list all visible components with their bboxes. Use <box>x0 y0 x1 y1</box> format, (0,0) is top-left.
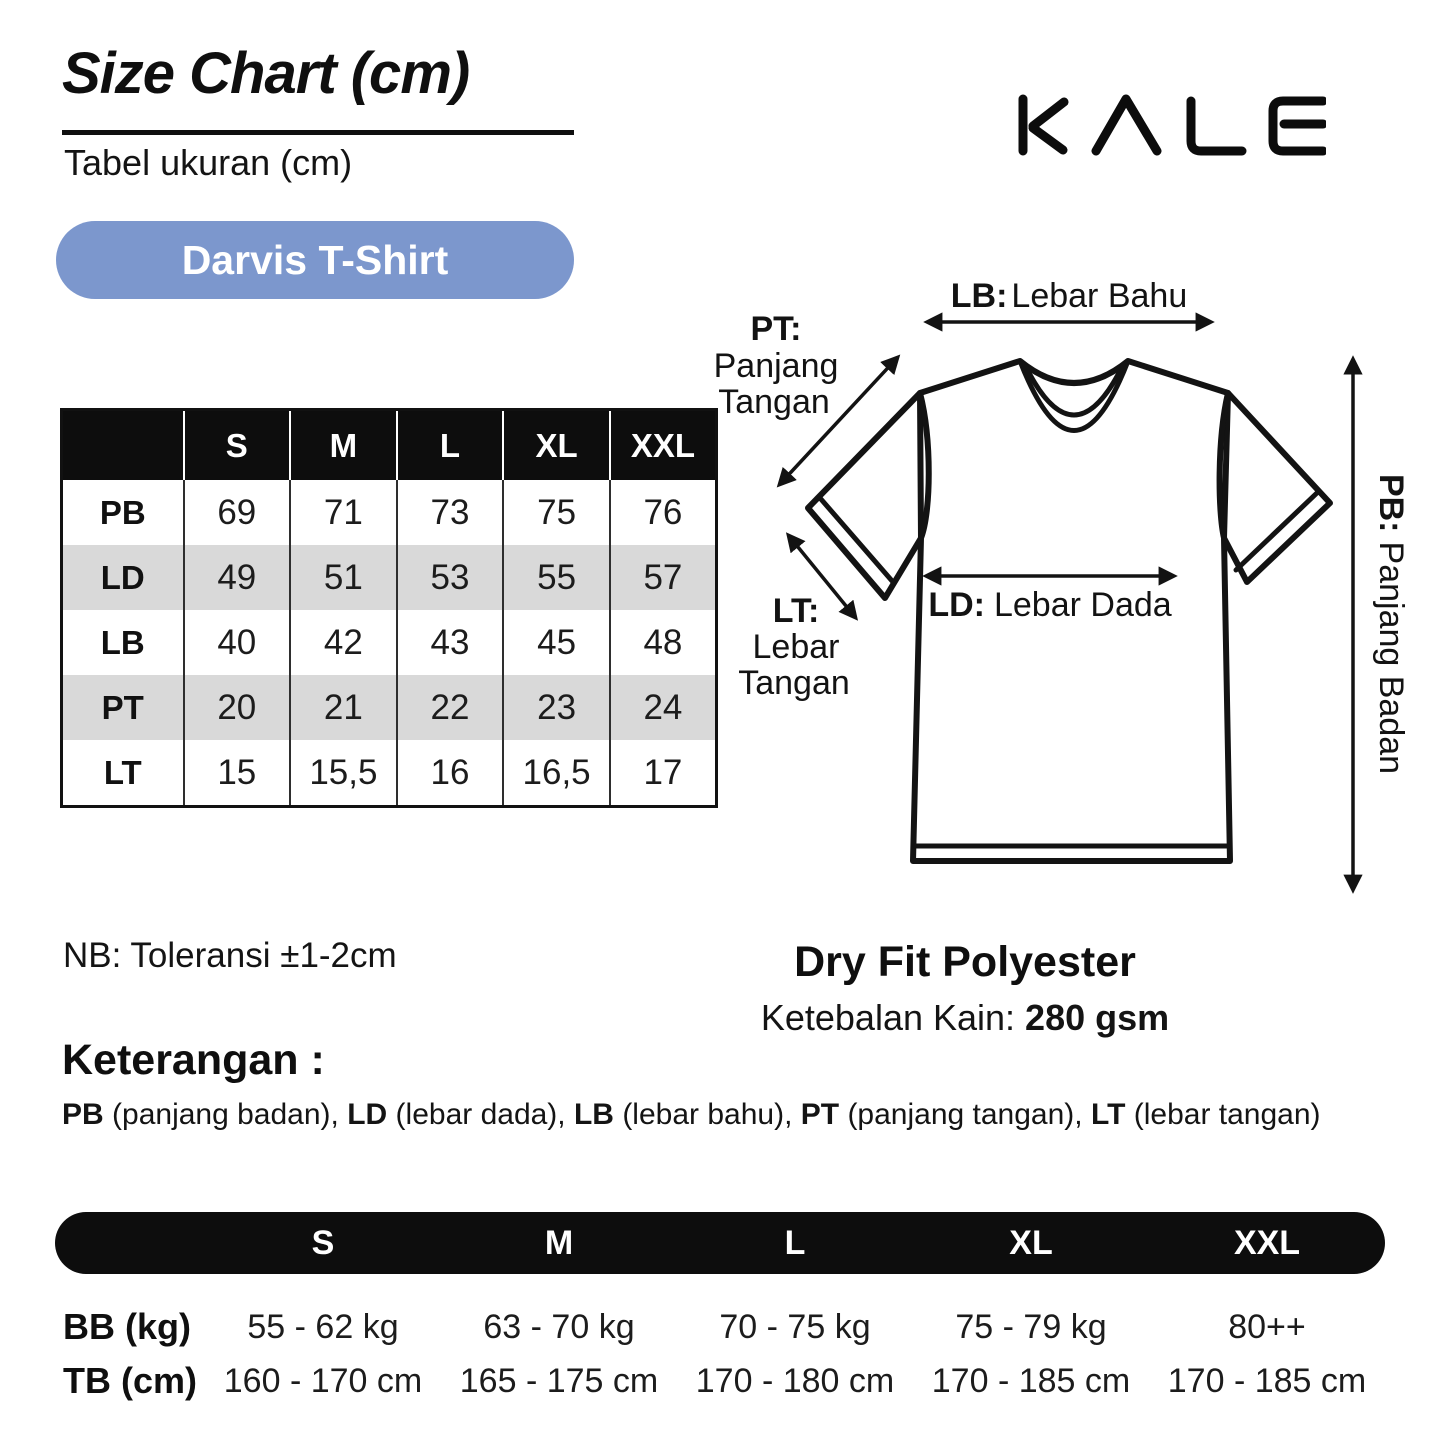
pb-label: PB:Panjang Badan <box>1372 473 1410 775</box>
page-subtitle: Tabel ukuran (cm) <box>64 142 353 183</box>
height-cell: 170 - 185 cm <box>1167 1361 1367 1400</box>
col-header: XL <box>1009 1223 1053 1262</box>
col-header: XXL <box>610 410 717 481</box>
size-cell: 71 <box>290 480 397 545</box>
size-cell: 55 <box>503 545 610 610</box>
tshirt-left-sleeve <box>808 393 921 598</box>
size-cell: 53 <box>397 545 504 610</box>
measurement-table-header-row <box>62 410 717 481</box>
pt-label-line2: Tangan <box>718 383 830 421</box>
size-cell: 73 <box>397 480 504 545</box>
fabric-thickness <box>665 997 1265 1039</box>
size-cell: 76 <box>610 480 717 545</box>
col-header: S <box>311 1223 335 1262</box>
col-header: S <box>184 410 291 481</box>
table-row <box>62 675 717 740</box>
logo-letter-e <box>1273 101 1323 151</box>
size-cell: 24 <box>610 675 717 740</box>
size-cell: 23 <box>503 675 610 740</box>
size-cell: 20 <box>184 675 291 740</box>
row-label: LB <box>100 623 145 661</box>
lt-label-line1: Lebar <box>752 628 840 666</box>
size-cell: 17 <box>610 740 717 807</box>
product-badge-label: Darvis T-Shirt <box>181 236 449 283</box>
pt-label-line1: Panjang <box>713 347 839 385</box>
lt-label-line2: Tangan <box>738 664 850 702</box>
fabric-thickness-value: 280 gsm <box>1025 997 1170 1038</box>
row-label: BB (kg) <box>63 1306 191 1347</box>
measurement-table <box>60 408 718 808</box>
weight-cell: 75 - 79 kg <box>955 1307 1107 1346</box>
ld-label: LD: Lebar Dada <box>928 586 1172 624</box>
title-underline <box>62 130 574 135</box>
height-cell: 160 - 170 cm <box>223 1361 423 1400</box>
size-cell: 40 <box>184 610 291 675</box>
row-label: LT <box>103 753 142 791</box>
row-label: LD <box>62 545 184 610</box>
material-info <box>665 938 1265 1039</box>
page-title: Size Chart (cm) <box>62 41 470 106</box>
material-title: Dry Fit Polyester <box>794 938 1136 986</box>
tshirt-right-sleeve <box>1224 393 1330 582</box>
row-label: PT <box>62 675 184 740</box>
tolerance-note: NB: Toleransi ±1-2cm <box>63 936 397 975</box>
lt-label-prefix: LT: <box>772 592 820 630</box>
fabric-thickness-label: Ketebalan Kain: <box>760 997 1026 1038</box>
legend-title: Keterangan : <box>62 1036 325 1084</box>
weight-cell: 55 - 62 kg <box>247 1307 399 1346</box>
size-cell: 21 <box>290 675 397 740</box>
row-label: PB <box>99 493 146 531</box>
weight-cell: 70 - 75 kg <box>719 1307 871 1346</box>
row-label: TB (cm) <box>63 1360 197 1401</box>
corner-cell <box>62 410 184 481</box>
size-cell: 15,5 <box>290 740 397 807</box>
height-cell: 165 - 175 cm <box>459 1361 659 1400</box>
col-header: L <box>784 1223 806 1262</box>
col-header: XL <box>503 410 610 481</box>
size-cell: 43 <box>397 610 504 675</box>
weight-cell: 80++ <box>1228 1307 1306 1346</box>
height-cell: 170 - 185 cm <box>931 1361 1131 1400</box>
col-header: M <box>544 1223 574 1262</box>
table-row <box>62 480 717 545</box>
logo-letter-a <box>1096 99 1157 151</box>
product-badge <box>56 221 574 299</box>
brand-logo-kale-icon <box>1016 94 1326 156</box>
size-cell: 16 <box>397 740 504 807</box>
table-row <box>62 545 717 610</box>
table-row <box>55 1354 1385 1408</box>
weight-cell: 63 - 70 kg <box>483 1307 635 1346</box>
size-cell: 57 <box>610 545 717 610</box>
col-header: XXL <box>1233 1223 1301 1262</box>
size-cell: 69 <box>184 480 291 545</box>
table-row <box>55 1300 1385 1354</box>
col-header: M <box>290 410 397 481</box>
legend-line: PB (panjang badan), LD (lebar dada), LB (lebar bahu), PT (panjang tangan), LT (lebar tangan) <box>62 1098 1321 1131</box>
logo-letter-k <box>1023 99 1064 151</box>
size-cell: 49 <box>184 545 291 610</box>
height-cell: 170 - 180 cm <box>695 1361 895 1400</box>
size-cell: 75 <box>503 480 610 545</box>
table-row <box>62 740 717 807</box>
size-cell: 22 <box>397 675 504 740</box>
pt-label-prefix: PT: <box>750 310 802 348</box>
size-cell: 48 <box>610 610 717 675</box>
logo-letter-l <box>1191 101 1242 151</box>
size-cell: 42 <box>290 610 397 675</box>
body-table-header <box>55 1212 1385 1274</box>
size-cell: 15 <box>184 740 291 807</box>
table-row <box>62 610 717 675</box>
size-cell: 51 <box>290 545 397 610</box>
size-cell: 45 <box>503 610 610 675</box>
tshirt-diagram <box>700 260 1445 920</box>
size-cell: 16,5 <box>503 740 610 807</box>
col-header: L <box>397 410 504 481</box>
lb-label: LB: Lebar Bahu <box>950 277 1188 315</box>
